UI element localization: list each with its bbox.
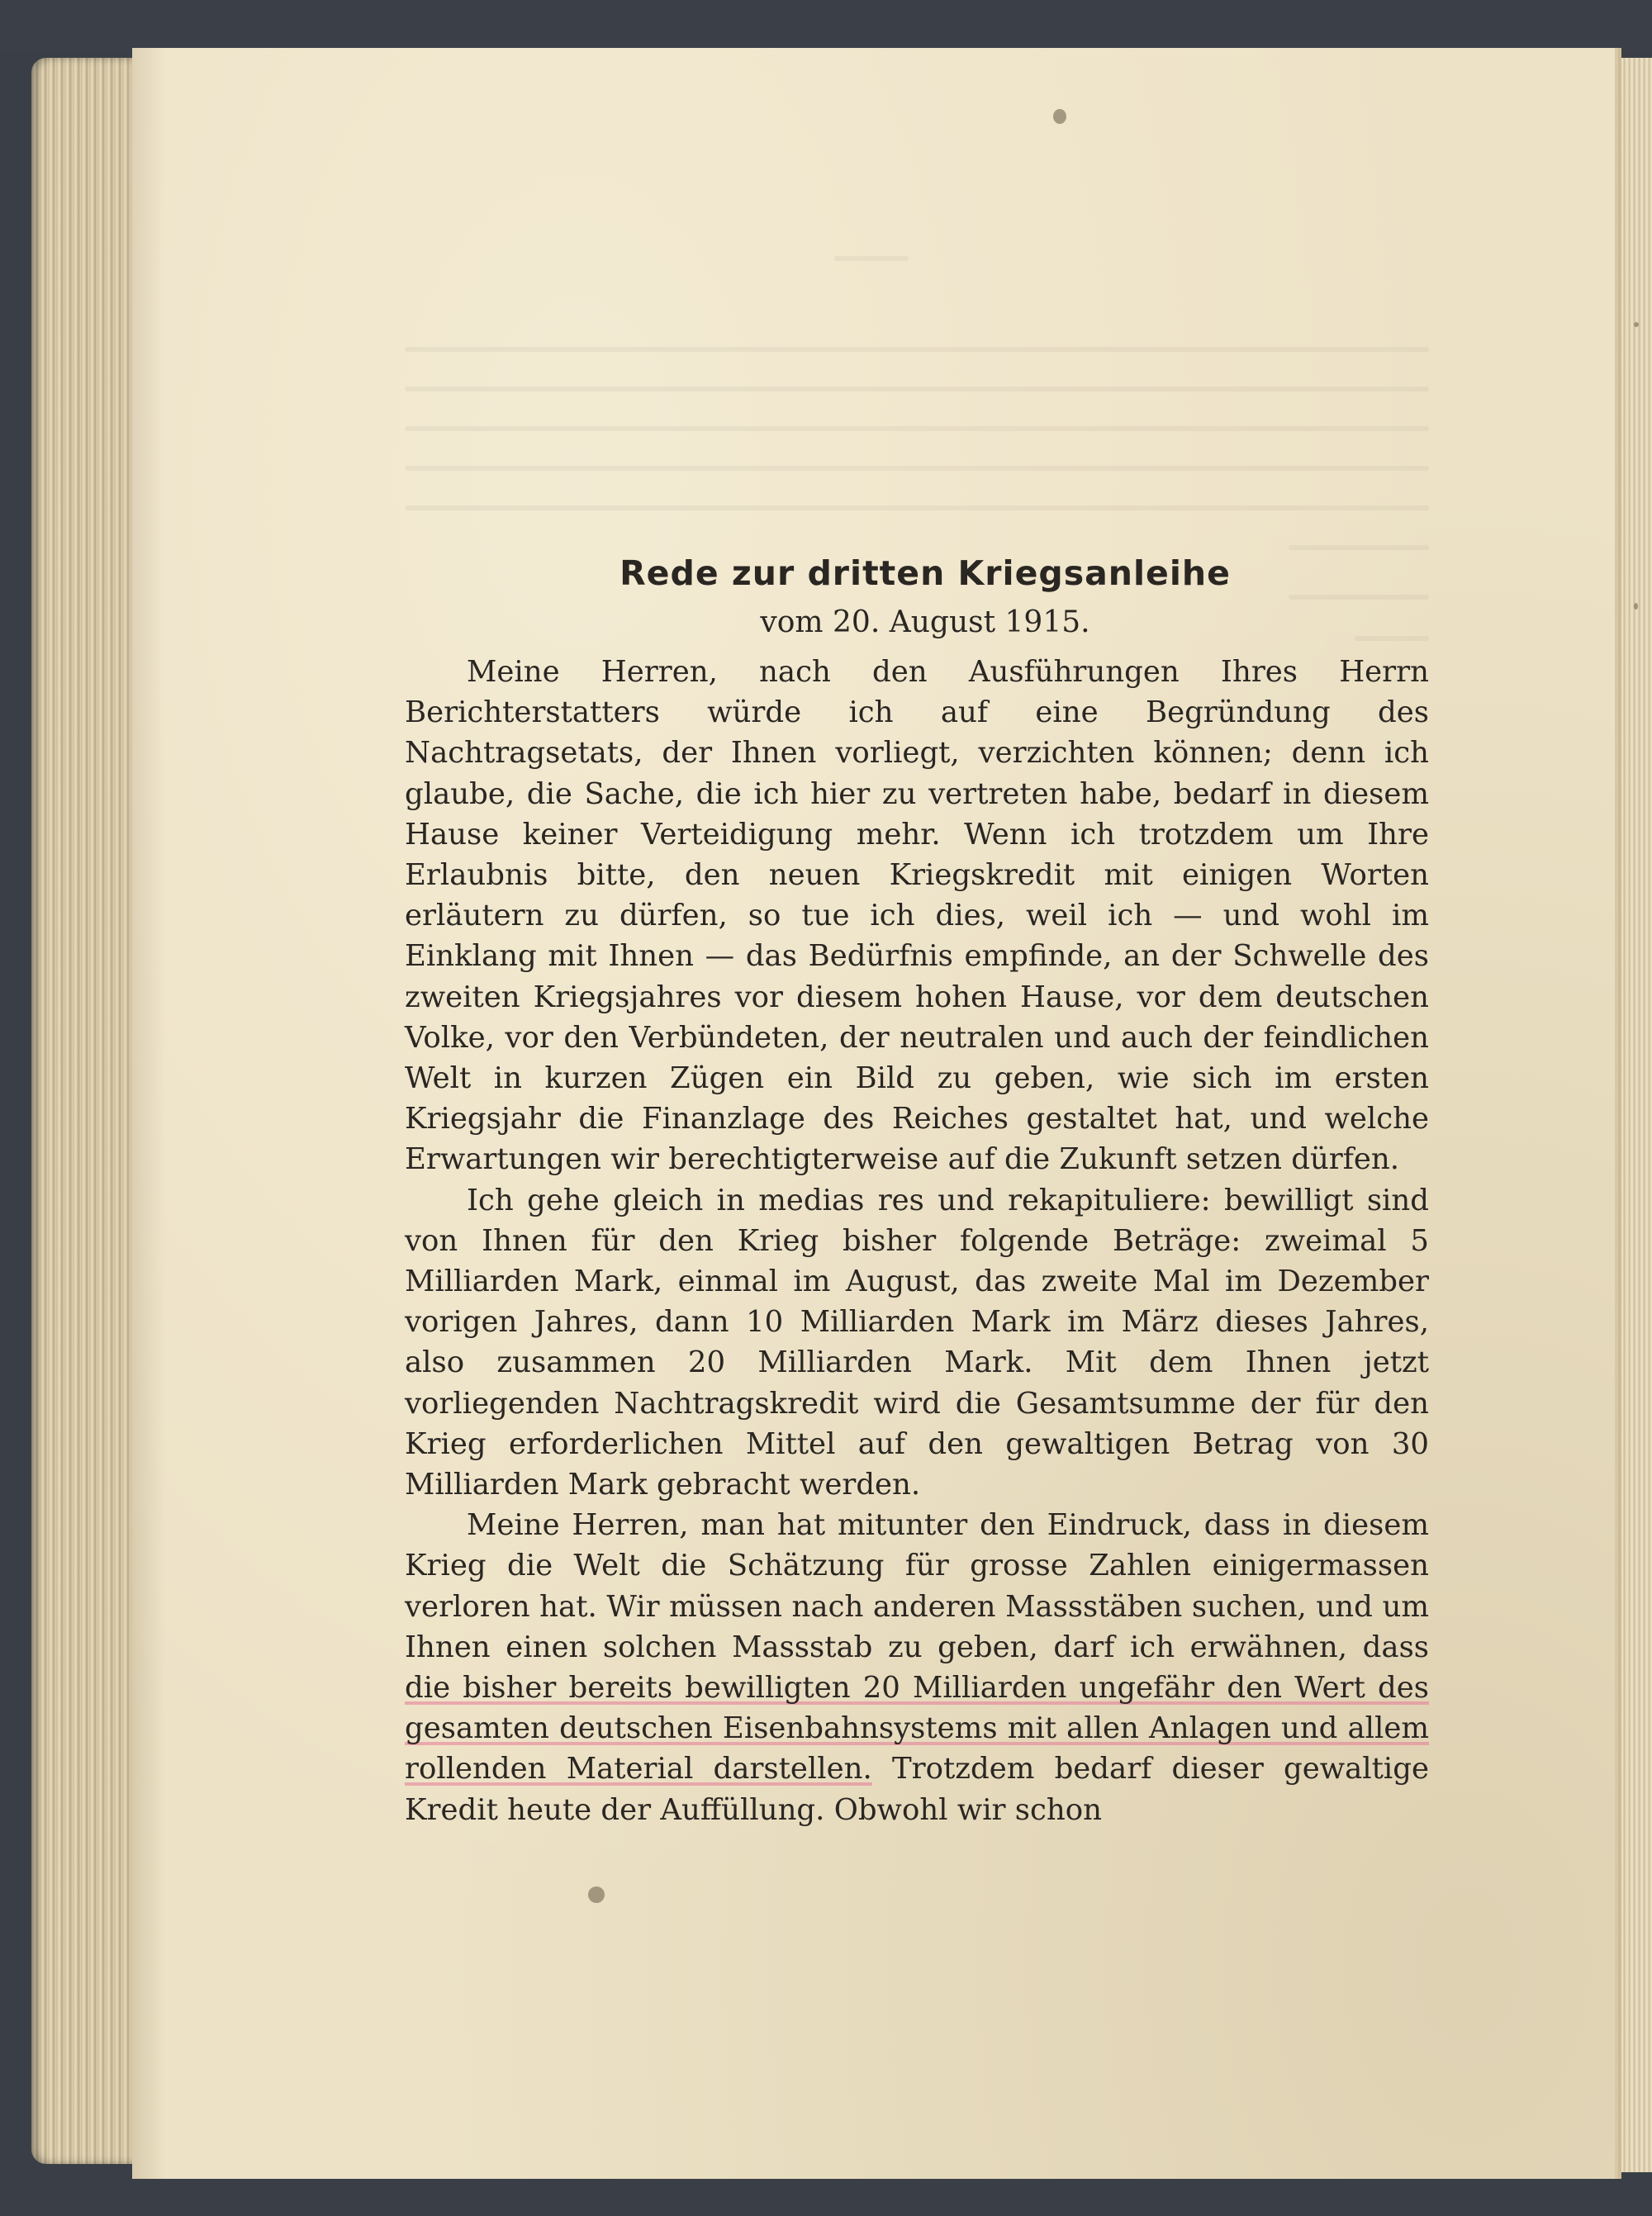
paragraph-3-text-start: Meine Herren, man hat mitunter den Eindruck, dass in diesem Krieg die Welt die Schätzung für grosse Zahlen einigermassen verloren hat. Wir müssen nach anderen Massstäben suchen, und um Ihnen einen solchen Massstab zu geben, darf ich erwähnen, dass [405,1508,1429,1664]
speech-title: Rede zur dritten Kriegsanleihe [620,553,1231,593]
highlighted-passage: die bisher bereits bewilligten 20 Milliarden ungefähr den Wert des gesamten deutschen Eisenbahnsystems mit allen Anlagen und allem rollenden Material darstellen. [405,1671,1429,1787]
page-text [405,549,1429,1830]
paper-speck [1053,109,1066,124]
speech-date: vom 20. August 1915. [760,605,1090,639]
paragraph-3-text-end: Trotzdem bedarf dieser gewaltige Kredit heute der Auffüllung. Obwohl wir schon [405,1752,1429,1827]
page-edges-left [31,58,147,2164]
paragraph-2-text: Ich gehe gleich in medias res und rekapituliere: bewilligt sind von Ihnen für den Krieg bisher folgende Beträge: zweimal 5 Milliarden Mark, einmal im August, das zweite Mal im Dezember vorigen Jahres, dann 10 Milliarden Mark im März dieses Jahres, also zusammen 20 Milliarden Mark. Mit dem Ihnen jetzt vorliegenden Nachtragskredit wird die Gesamtsumme der für den Krieg erforderlichen Mittel auf den gewaltigen Betrag von 30 Milliarden Mark gebracht werden. [405,1183,1429,1502]
page-edges-right [1615,58,1652,2172]
paper-speck [1634,603,1638,610]
paper-speck [1634,322,1639,327]
paragraph-1-text: Meine Herren, nach den Ausführungen Ihres Herrn Berichterstatters würde ich auf eine Begründung des Nachtragsetats, der Ihnen vorliegt, verzichten können; denn ich glaube, die Sache, die ich hier zu vertreten habe, bedarf in diesem Hause keiner Verteidigung mehr. Wenn ich trotzdem um Ihre Erlaubnis bitte, den neuen Kriegskredit mit einigen Worten erläutern zu dürfen, so tue ich dies, weil ich — und wohl im Einklang mit Ihnen — das Bedürfnis empfinde, an der Schwelle des zweiten Kriegsjahres vor diesem hohen Hause, vor dem deutschen Volke, vor den Verbündeten, der neutralen und auch der feindlichen Welt in kurzen Zügen ein Bild zu geben, wie sich im ersten Kriegsjahr die Finanzlage des Reiches gestaltet hat, und welche Erwartungen wir berechtigterweise auf die Zukunft setzen dürfen. [405,655,1429,1177]
paragraph-1 [405,652,1429,1180]
paragraph-2 [405,1180,1429,1506]
paper-speck [588,1886,605,1903]
paragraph-3 [405,1505,1429,1830]
scan-background-top [0,0,1652,51]
